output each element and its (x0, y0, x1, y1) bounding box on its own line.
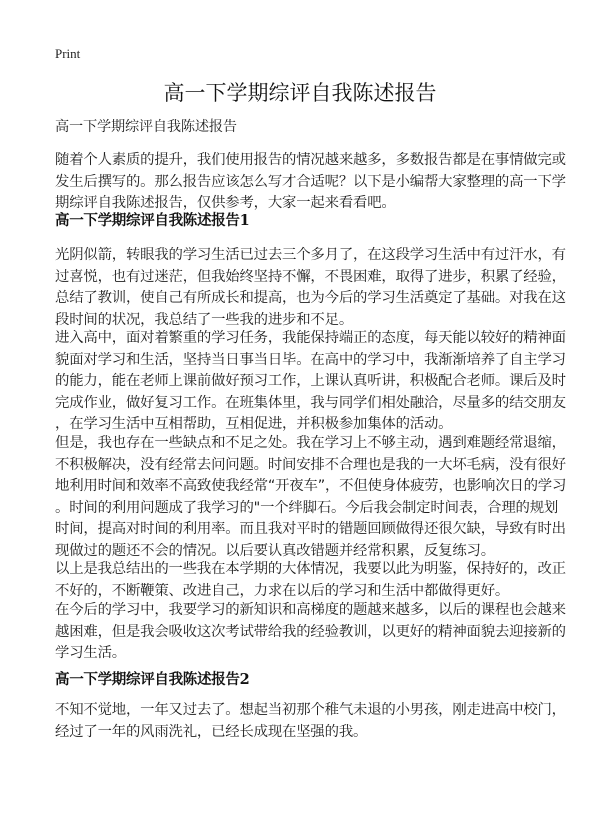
text-line: 经过了一年的风雨洗礼，已经长成现在坚强的我。 (55, 723, 368, 740)
text-line: 完成作业，做好复习工作。在班集体里，我与同学们相处融洽，尽量多的结交朋友 (55, 394, 566, 411)
document-title: 高一下学期综评自我陈述报告 (163, 81, 437, 105)
text-line: 但是，我也存在一些缺点和不足之处。我在学习上不够主动，遇到难题经常退缩， (55, 435, 566, 451)
text-line: 时间，提高对时间的利用率。而且我对平时的错题回顾做得还很欠缺，导致有时出 (55, 521, 566, 537)
text-line: 学习生活。 (55, 645, 126, 661)
text-line: 现做过的题还不会的情况。以后要认真改错题并经常积累，反复练习。 (55, 542, 495, 559)
intro-paragraph (55, 150, 566, 215)
text-line: 在今后的学习中，我要学习的新知识和高梯度的题越来越多，以后的课程也会越来 (55, 602, 566, 618)
print-link[interactable]: Print (55, 46, 81, 61)
text-line: 总结了教训，使自己有所成长和提高，也为今后的学习生活奠定了基础。对我在这 (55, 290, 566, 306)
text-line: 进入高中，面对着繁重的学习任务，我能保持端正的态度，每天能以较好的精神面 (55, 330, 566, 346)
section-heading-2: 高一下学期综评自我陈述报告2 (55, 671, 250, 688)
text-line: 随着个人素质的提升，我们使用报告的情况越来越多，多数报告都是在事情做完或 (55, 152, 566, 168)
text-line: 段时间的状况，我总结了一些我的进步和不足。 (55, 311, 354, 328)
paragraph (55, 700, 566, 743)
paragraph (55, 600, 566, 665)
text-line: 期综评自我陈述报告，仅供参考，大家一起来看看吧。 (55, 195, 396, 211)
text-line: 过喜悦，也有过迷茫，但我始终坚持不懈，不畏困难，取得了进步，积累了经验， (55, 268, 566, 285)
subtitle-text: 高一下学期综评自我陈述报告 (55, 119, 237, 135)
text-line: 发生后撰写的。那么报告应该怎么写才合适呢？以下是小编帮大家整理的高一下学 (55, 173, 566, 190)
text-line: 的能力，能在老师上课前做好预习工作，上课认真听讲，积极配合老师。课后及时 (55, 373, 566, 389)
section-heading-1: 高一下学期综评自我陈述报告1 (55, 212, 250, 229)
text-line: 不积极解决，没有经常去问问题。时间安排不合理也是我的一大坏毛病，没有很好 (55, 456, 566, 473)
text-line: 貌面对学习和生活，坚持当日事当日毕。在高中的学习中，我渐渐培养了自主学习 (55, 351, 566, 368)
paragraph (55, 328, 566, 436)
paragraph (55, 559, 566, 602)
document-subtitle (55, 117, 555, 139)
text-line: ，在学习生活中互相帮助，互相促进，并积极参加集体的活动。 (55, 416, 453, 432)
text-line: 不知不觉地，一年又过去了。想起当初那个稚气未退的小男孩，刚走进高中校门， (55, 702, 566, 718)
paragraph (55, 245, 566, 331)
paragraph (55, 433, 567, 562)
text-line: 光阴似箭，转眼我的学习生活已过去三个多月了，在这段学习生活中有过汗水，有 (55, 247, 566, 263)
text-line: 不好的，不断鞭策、改进自己，力求在以后的学习和生活中都做得更好。 (55, 582, 510, 599)
text-line: 。时间的利用问题成了我学习的"一个绊脚石。今后我会制定时间表，合理的规划 (55, 499, 559, 516)
text-line: 越困难，但是我会吸收这次考试带给我的经验教训，以更好的精神面貌去迎接新的 (55, 623, 566, 640)
text-line: 以上是我总结出的一些我在本学期的大体情况，我要以此为明鉴，保持好的，改正 (55, 561, 566, 577)
text-line: 地利用时间和效率不高致使我经常“开夜车”，不但使身体疲劳，也影响次日的学习 (55, 478, 567, 494)
